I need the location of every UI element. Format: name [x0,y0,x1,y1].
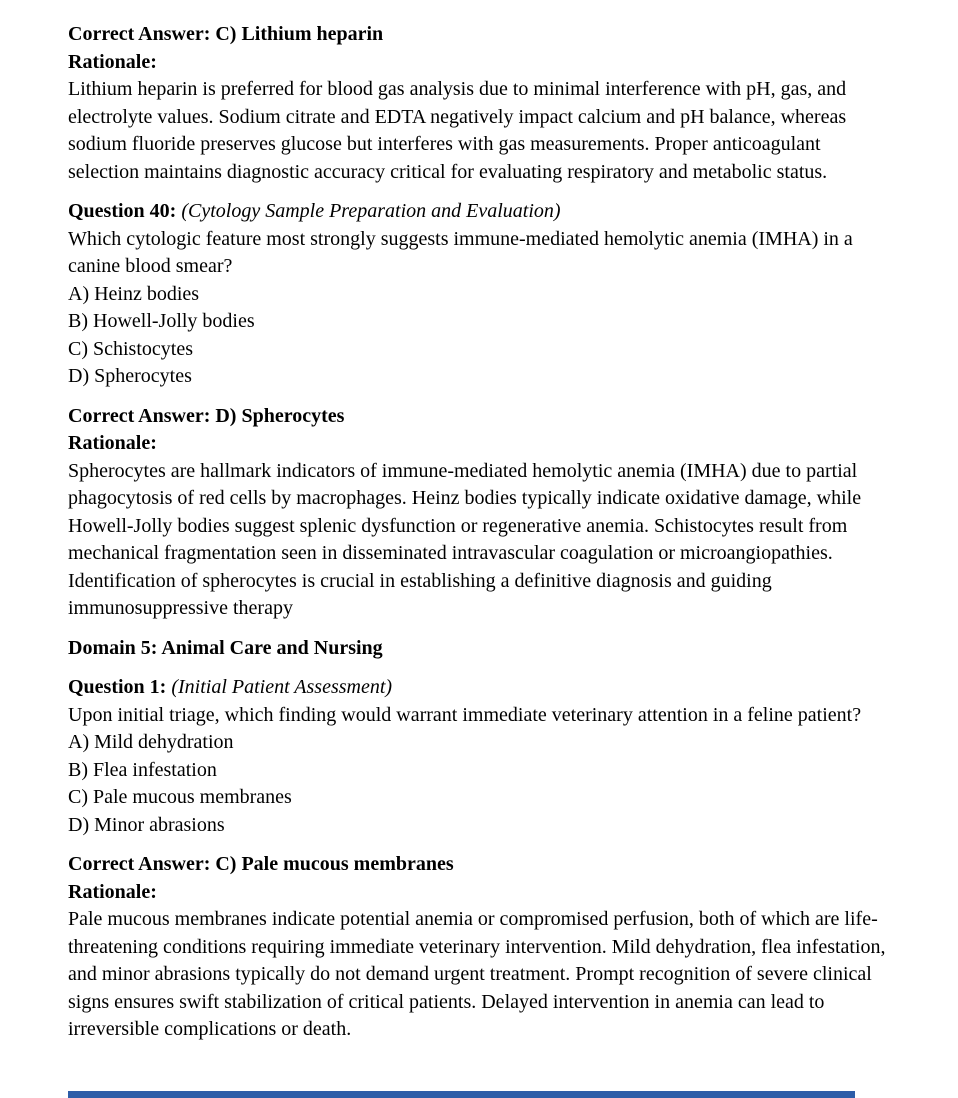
rationale-text: Pale mucous membranes indicate potential anemia or compromised perfusion, both of which are life-threatening conditions requiring immediate veterinary intervention. Mild dehydration, flea infestation, and minor abrasions typically do not demand urgent treatment. Prompt recognition of severe clinical signs ensures swift stabilization of critical patients. Delayed intervention in anemia can lead to irreversible complications or death. [68,908,886,1040]
domain-heading-block [68,635,892,663]
answer-option: B) Howell-Jolly bodies [68,310,255,332]
answer-option: D) Minor abrasions [68,813,225,836]
question-text: Which cytologic feature most strongly suggests immune-mediated hemolytic anemia (IMHA) in a canine blood smear? [68,227,853,277]
question-text: Upon initial triage, which finding would warrant immediate veterinary attention in a feline patient? [68,703,862,726]
answer-option: C) Pale mucous membranes [68,786,292,808]
document-text-column [68,21,892,1056]
question-topic: (Initial Patient Assessment) [171,676,393,698]
rationale-text: Spherocytes are hallmark indicators of immune-mediated hemolytic anemia (IMHA) due to partial phagocytosis of red cells by macrophages. Heinz bodies typically indicate oxidative damage, while Howell-Jolly bodies suggest splenic dysfunction or regenerative anemia. Schistocytes result from mechanical fragmentation seen in disseminated intravascular coagulation or microangiopathies. Identification of spherocytes is crucial in establishing a definitive diagnosis and guiding immunosuppressive therapy [68,459,862,619]
answer-option: A) Heinz bodies [68,282,200,305]
rationale-label: Rationale: [68,432,157,454]
rationale-label: Rationale: [68,50,157,73]
rationale-label: Rationale: [68,880,157,903]
question-40-block [68,198,892,391]
question-topic: (Cytology Sample Preparation and Evaluation) [181,200,561,222]
question-heading [68,198,892,226]
correct-answer-heading: Correct Answer: D) Spherocytes [68,404,345,427]
answer-block-39 [68,21,892,186]
answer-option: C) Schistocytes [68,337,193,360]
answer-block-40 [68,403,892,623]
correct-answer-heading: Correct Answer: C) Lithium heparin [68,23,384,45]
question-1-block [68,674,892,839]
answer-option: B) Flea infestation [68,758,217,781]
question-label: Question 1: [68,676,167,698]
domain-heading: Domain 5: Animal Care and Nursing [68,636,383,659]
page-bottom-blue-strip [68,1091,855,1098]
correct-answer-heading: Correct Answer: C) Pale mucous membranes [68,853,454,875]
answer-option: A) Mild dehydration [68,731,234,753]
answer-option: D) Spherocytes [68,365,192,387]
question-heading [68,674,892,702]
answer-block-q1 [68,851,892,1044]
question-label: Question 40: [68,200,177,222]
rationale-text: Lithium heparin is preferred for blood gas analysis due to minimal interference with pH, gas, and electrolyte values. Sodium citrate and EDTA negatively impact calcium and pH balance, whereas sodium fluoride preserves glucose but interferes with gas measurements. Proper anticoagulant selection maintains diagnostic accuracy critical for evaluating respiratory and metabolic status. [68,78,847,183]
